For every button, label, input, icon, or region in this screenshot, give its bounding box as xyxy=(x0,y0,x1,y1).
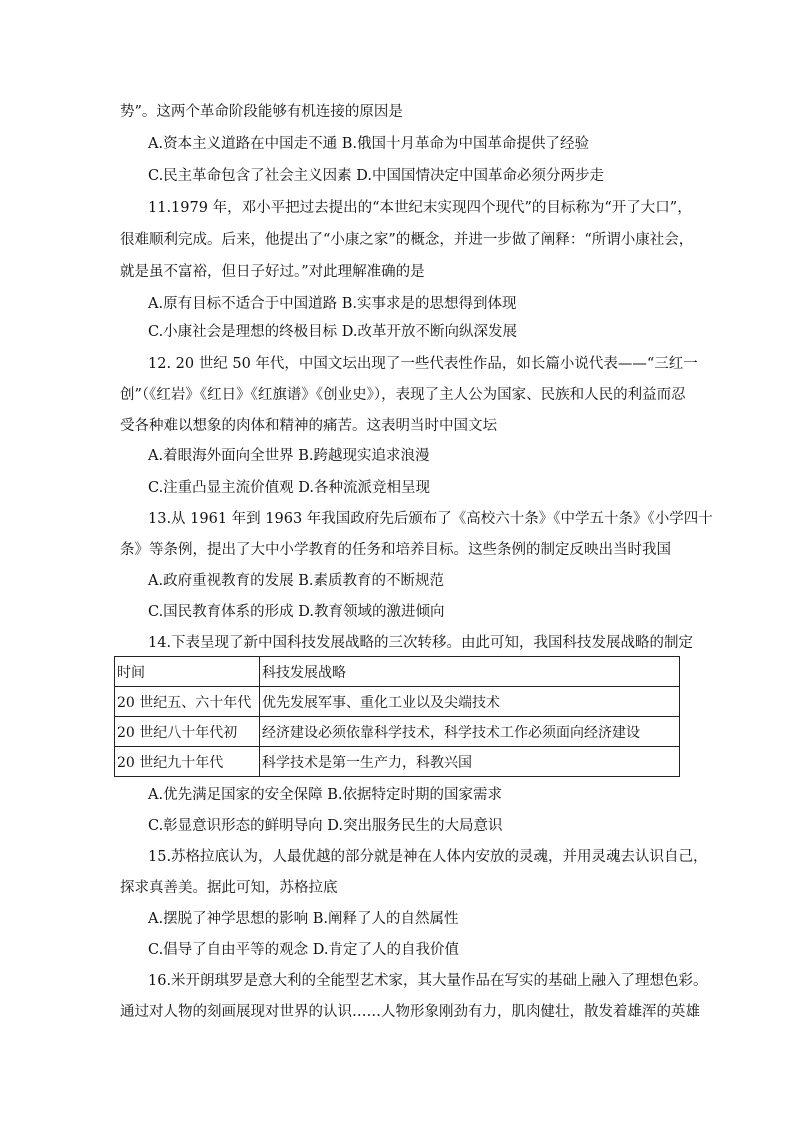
table-header-cell: 时间 xyxy=(115,657,260,687)
question-12: 12. 20 世纪 50 年代，中国文坛出现了一些代表性作品，如长篇小说代表——“三红一 xyxy=(148,356,698,372)
text-line: 创”（《红岩》《红日》《红旗谱》《创业史》），表现了主人公为国家、民族和人民的利益而忍 xyxy=(120,387,686,403)
option-line: A.摆脱了神学思想的影响 B.阐释了人的自然属性 xyxy=(148,911,459,927)
question-14: 14.下表呈现了新中国科技发展战略的三次转移。由此可知，我国科技发展战略的制定 xyxy=(148,635,694,651)
option-line: A.资本主义道路在中国走不通 B.俄国十月革命为中国革命提供了经验 xyxy=(148,136,589,152)
table-row xyxy=(115,747,680,777)
table-cell: 20 世纪九十年代 xyxy=(115,747,260,777)
table-cell: 20 世纪八十年代初 xyxy=(115,717,260,747)
table-cell: 经济建设必须依靠科学技术，科学技术工作必须面向经济建设 xyxy=(260,717,680,747)
option-line: C.倡导了自由平等的观念 D.肯定了人的自我价值 xyxy=(148,942,460,958)
table-row xyxy=(115,687,680,717)
question-16: 16.米开朗琪罗是意大利的全能型艺术家，其大量作品在写实的基础上融入了理想色彩。 xyxy=(148,973,708,989)
text-line: 就是虽不富裕，但日子好过。”对此理解准确的是 xyxy=(120,264,425,280)
option-line: A.政府重视教育的发展 B.素质教育的不断规范 xyxy=(148,573,444,589)
table-cell: 科学技术是第一生产力，科教兴国 xyxy=(260,747,680,777)
option-line: C.小康社会是理想的终极目标 D.改革开放不断向纵深发展 xyxy=(148,324,518,340)
option-line: C.注重凸显主流价值观 D.各种流派竞相呈现 xyxy=(148,480,431,496)
option-line: C.彰显意识形态的鲜明导向 D.突出服务民生的大局意识 xyxy=(148,818,503,834)
text-line: 势”。这两个革命阶段能够有机连接的原因是 xyxy=(120,104,403,120)
text-line: 很难顺利完成。后来，他提出了“小康之家”的概念，并进一步做了阐释：“所谓小康社会， xyxy=(120,232,694,248)
table-cell: 优先发展军事、重化工业以及尖端技术 xyxy=(260,687,680,717)
question-15: 15.苏格拉底认为，人最优越的部分就是神在人体内安放的灵魂，并用灵魂去认识自己， xyxy=(148,849,708,865)
option-line: A.原有目标不适合于中国道路 B.实事求是的思想得到体现 xyxy=(148,296,517,312)
option-line: A.着眼海外面向全世界 B.跨越现实追求浪漫 xyxy=(148,448,430,464)
text-line: 受各种难以想象的肉体和精神的痛苦。这表明当时中国文坛 xyxy=(120,418,497,434)
option-line: C.民主革命包含了社会主义因素 D.中国国情决定中国革命必须分两步走 xyxy=(148,168,605,184)
table-row xyxy=(115,717,680,747)
strategy-table xyxy=(114,656,680,777)
table-header-cell: 科技发展战略 xyxy=(260,657,680,687)
text-line: 通过对人物的刻画展现对世界的认识……人物形象刚劲有力，肌肉健壮，散发着雄浑的英雄 xyxy=(120,1004,700,1020)
table-cell: 20 世纪五、六十年代 xyxy=(115,687,260,717)
text-line: 探求真善美。据此可知，苏格拉底 xyxy=(120,880,338,896)
question-11: 11.1979 年，邓小平把过去提出的“本世纪末实现四个现代”的目标称为“开了大口”， xyxy=(148,200,692,216)
question-13: 13.从 1961 年到 1963 年我国政府先后颁布了《高校六十条》《中学五十条》《小学四十 xyxy=(148,511,713,527)
text-line: 条》等条例，提出了大中小学教育的任务和培养目标。这些条例的制定反映出当时我国 xyxy=(120,542,671,558)
option-line: C.国民教育体系的形成 D.教育领域的激进倾向 xyxy=(148,604,445,620)
table-header-row xyxy=(115,657,680,687)
option-line: A.优先满足国家的安全保障 B.依据特定时期的国家需求 xyxy=(148,787,502,803)
